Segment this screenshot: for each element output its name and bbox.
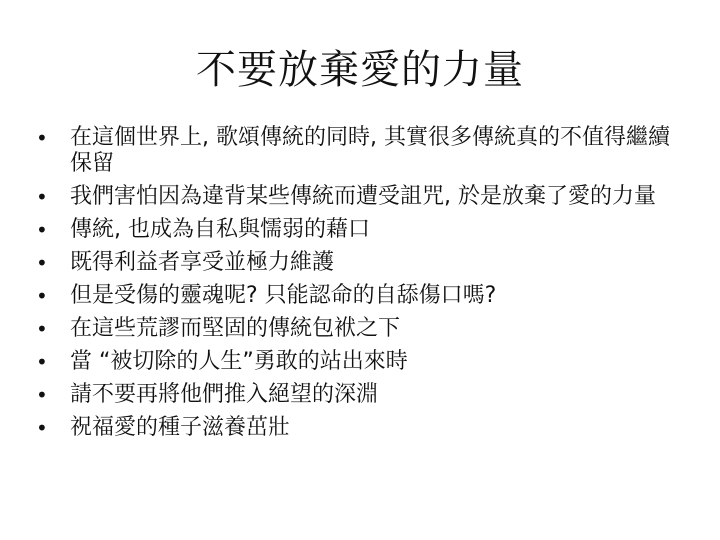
bullet-text: 祝福愛的種子滋養茁壯 — [70, 415, 291, 440]
bullet-text: 在這個世界上, 歌頌傳統的同時, 其實很多傳統真的不值得繼續保留 — [70, 125, 670, 176]
bullet-text: 當 “被切除的人生”勇敢的站出來時 — [70, 349, 408, 374]
bullet-item — [36, 382, 686, 408]
bullet-text: 在這些荒謬而堅固的傳統包袱之下 — [70, 316, 401, 341]
bullet-marker: • — [36, 350, 48, 374]
bullet-item — [36, 349, 686, 375]
bullet-marker: • — [36, 126, 48, 150]
bullet-marker: • — [36, 185, 48, 209]
bullet-text: 但是受傷的靈魂呢? 只能認命的自舔傷口嗎? — [70, 283, 497, 308]
bullet-text: 請不要再將他們推入絕望的深淵 — [70, 382, 379, 407]
bullet-marker: • — [36, 284, 48, 308]
bullet-marker: • — [36, 416, 48, 440]
bullet-text: 我們害怕因為違背某些傳統而遭受詛咒, 於是放棄了愛的力量 — [70, 184, 656, 209]
slide-title: 不要放棄愛的力量 — [196, 47, 524, 93]
bullet-text: 傳統, 也成為自私與懦弱的藉口 — [70, 217, 370, 242]
bullet-marker: • — [36, 251, 48, 275]
bullet-item — [36, 125, 686, 177]
bullet-marker: • — [36, 317, 48, 341]
bullet-item — [36, 316, 686, 342]
bullet-item — [36, 283, 686, 309]
bullet-item — [36, 217, 686, 243]
bullet-item — [36, 184, 686, 210]
bullet-item — [36, 415, 686, 441]
bullet-item — [36, 250, 686, 276]
bullet-marker: • — [36, 218, 48, 242]
bullet-text: 既得利益者享受並極力維護 — [70, 250, 335, 275]
bullet-marker: • — [36, 383, 48, 407]
bullet-list — [36, 125, 686, 448]
